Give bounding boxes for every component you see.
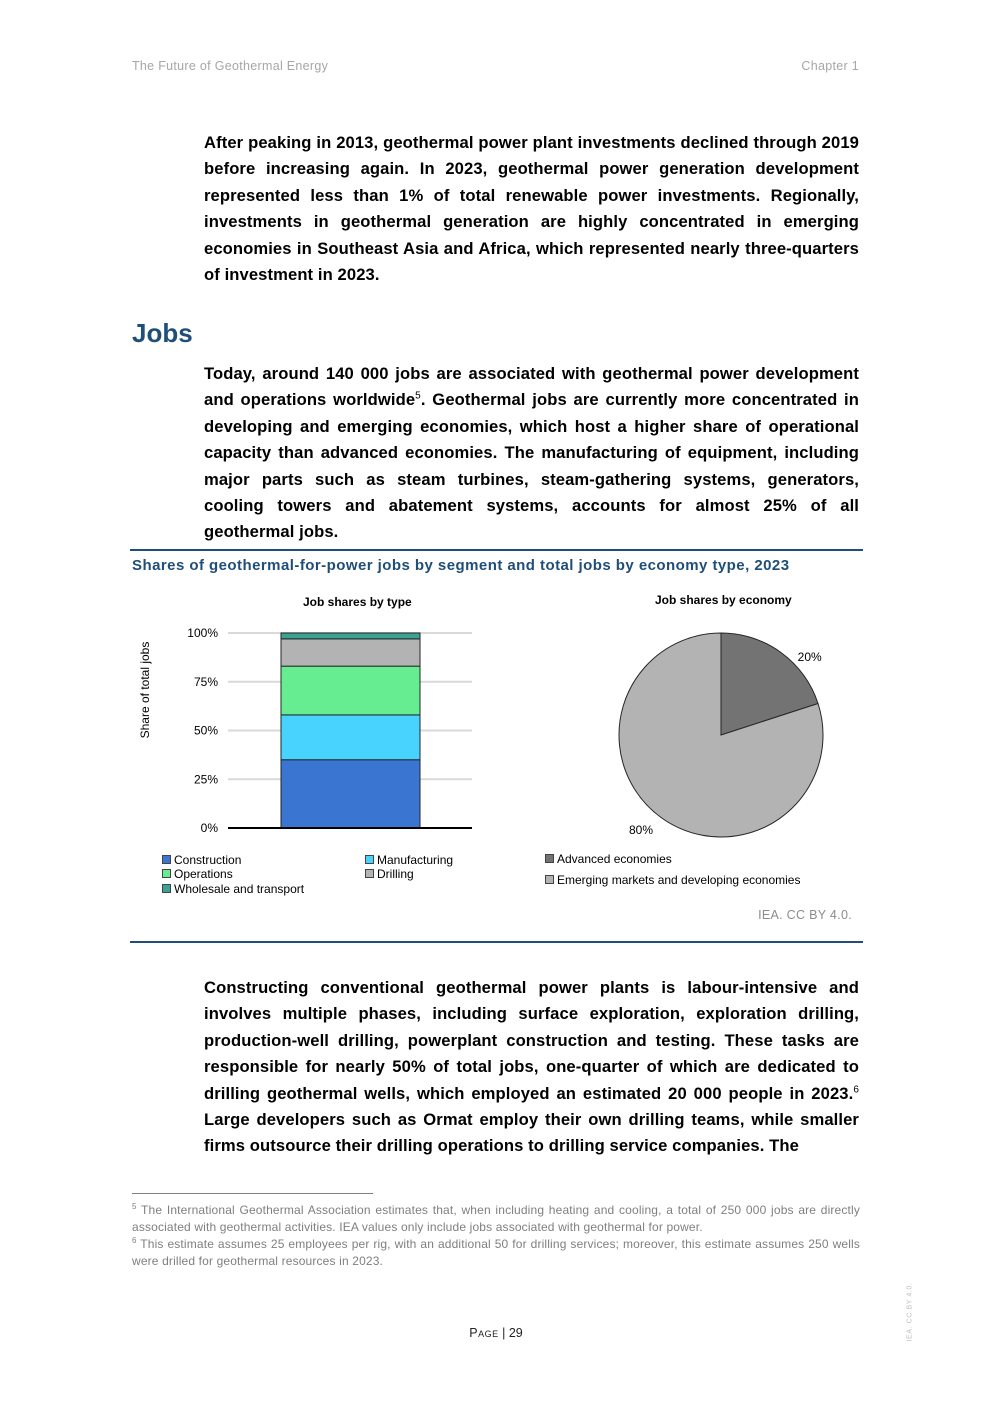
legend-label-operations: Operations <box>174 867 233 881</box>
bar-segment-construction <box>281 760 420 828</box>
figure-credit: IEA. CC BY 4.0. <box>758 908 852 922</box>
legend-swatch-emerging-economies <box>545 875 554 884</box>
page-number <box>0 1326 992 1340</box>
figure-top-rule <box>130 549 863 551</box>
bar-chart-title: Job shares by type <box>303 595 412 609</box>
page-separator: | <box>498 1326 509 1340</box>
bar-chart <box>170 620 490 845</box>
footnote-5-number: 5 <box>132 1202 137 1211</box>
legend-item-advanced-economies <box>545 852 672 866</box>
bar-segment-manufacturing <box>281 715 420 760</box>
legend-item-emerging-economies <box>545 873 800 887</box>
legend-label-wholesale-transport: Wholesale and transport <box>174 882 305 896</box>
jobs-paragraph <box>204 361 859 546</box>
y-tick-label: 50% <box>193 723 218 738</box>
legend-label-manufacturing: Manufacturing <box>377 853 454 867</box>
figure-bottom-rule <box>130 941 863 943</box>
closing-paragraph-text-1: Constructing conventional geothermal power plants is labour-intensive and involves multiple phases, including surface exploration, exploration drilling, production-well drilling, powerplant construction and testing. These tasks are responsible for nearly 50% of total jobs, one-quarter of which are dedicated to drilling geothermal wells, which employed an estimated 20 000 people in 2023. <box>204 978 859 1103</box>
legend-item-wholesale-transport <box>162 882 304 896</box>
legend-swatch-drilling <box>365 869 374 878</box>
running-header-chapter: Chapter 1 <box>801 59 859 73</box>
bar-chart-y-axis-label: Share of total jobs <box>138 641 152 739</box>
page-number-value: 29 <box>508 1326 523 1340</box>
side-license-mark: IEA. CC BY 4.0. <box>906 1282 914 1342</box>
legend-swatch-wholesale-transport <box>162 884 171 893</box>
closing-paragraph-text-2: Large developers such as Ormat employ their own drilling teams, while smaller firms outsource their drilling operations to drilling service companies. The <box>204 1110 859 1156</box>
section-title: Jobs <box>132 318 193 348</box>
legend-label-advanced-economies: Advanced economies <box>557 852 672 866</box>
legend-item-operations <box>162 867 233 881</box>
bar-segment-drilling <box>281 639 420 666</box>
footnote-ref-6[interactable]: 6 <box>853 1084 859 1096</box>
footnote-5-text: The International Geothermal Association estimates that, when including heating and cooling, a total of 250 000 jobs are directly associated with geothermal activities. IEA values only include jobs associated with geothermal for power. <box>132 1203 860 1234</box>
bar-segment-wholesale-and-transport <box>281 633 420 639</box>
legend-item-manufacturing <box>365 853 453 867</box>
figure-title: Shares of geothermal-for-power jobs by segment and total jobs by economy type, 2023 <box>132 557 790 574</box>
footnote-5 <box>132 1202 860 1236</box>
footnote-6-number: 6 <box>132 1236 137 1245</box>
y-tick-label: 25% <box>193 772 218 787</box>
pie-chart-title: Job shares by economy <box>655 593 792 607</box>
jobs-paragraph-text-1: Today, around 140 000 jobs are associated with geothermal power development and operations worldwide <box>204 364 859 410</box>
pie-chart <box>600 615 860 850</box>
legend-swatch-manufacturing <box>365 855 374 864</box>
legend-label-construction: Construction <box>174 853 242 867</box>
pie-data-label: 80% <box>628 823 654 837</box>
legend-item-construction <box>162 853 241 867</box>
y-tick-label: 100% <box>187 626 218 640</box>
legend-item-drilling <box>365 867 414 881</box>
footnote-6-text: This estimate assumes 25 employees per rig, with an additional 50 for drilling services; moreover, this estimate assumes 250 wells were drilled for geothermal resources in 2023. <box>132 1237 860 1268</box>
legend-swatch-construction <box>162 855 171 864</box>
legend-swatch-operations <box>162 869 171 878</box>
bar-segment-operations <box>281 666 420 715</box>
page-label: Page <box>469 1326 499 1340</box>
legend-label-drilling: Drilling <box>377 867 414 881</box>
footnote-rule <box>132 1193 373 1194</box>
intro-paragraph: After peaking in 2013, geothermal power plant investments declined through 2019 before increasing again. In 2023, geothermal power generation development represented less than 1% of total renewable power investments. Regionally, investments in geothermal generation are highly concentrated in emerging economies in Southeast Asia and Africa, which represented nearly three-quarters of investment in 2023. <box>204 133 859 285</box>
footnote-ref-5[interactable]: 5 <box>415 390 421 402</box>
legend-label-emerging-economies: Emerging markets and developing economies <box>557 873 801 887</box>
legend-swatch-advanced-economies <box>545 854 554 863</box>
pie-data-label: 20% <box>797 649 822 664</box>
jobs-paragraph-text-2: . Geothermal jobs are currently more concentrated in developing and emerging economies, which host a higher share of operational capacity than advanced economies. The manufacturing of equipment, including major parts such as steam turbines, steam-gathering systems, generators, cooling towers and abatement systems, accounts for almost 25% of all geothermal jobs. <box>204 390 859 542</box>
running-header-title: The Future of Geothermal Energy <box>132 59 329 73</box>
closing-paragraph <box>204 975 859 1160</box>
y-tick-label: 0% <box>200 821 218 835</box>
y-tick-label: 75% <box>193 674 218 689</box>
footnote-6 <box>132 1236 860 1270</box>
